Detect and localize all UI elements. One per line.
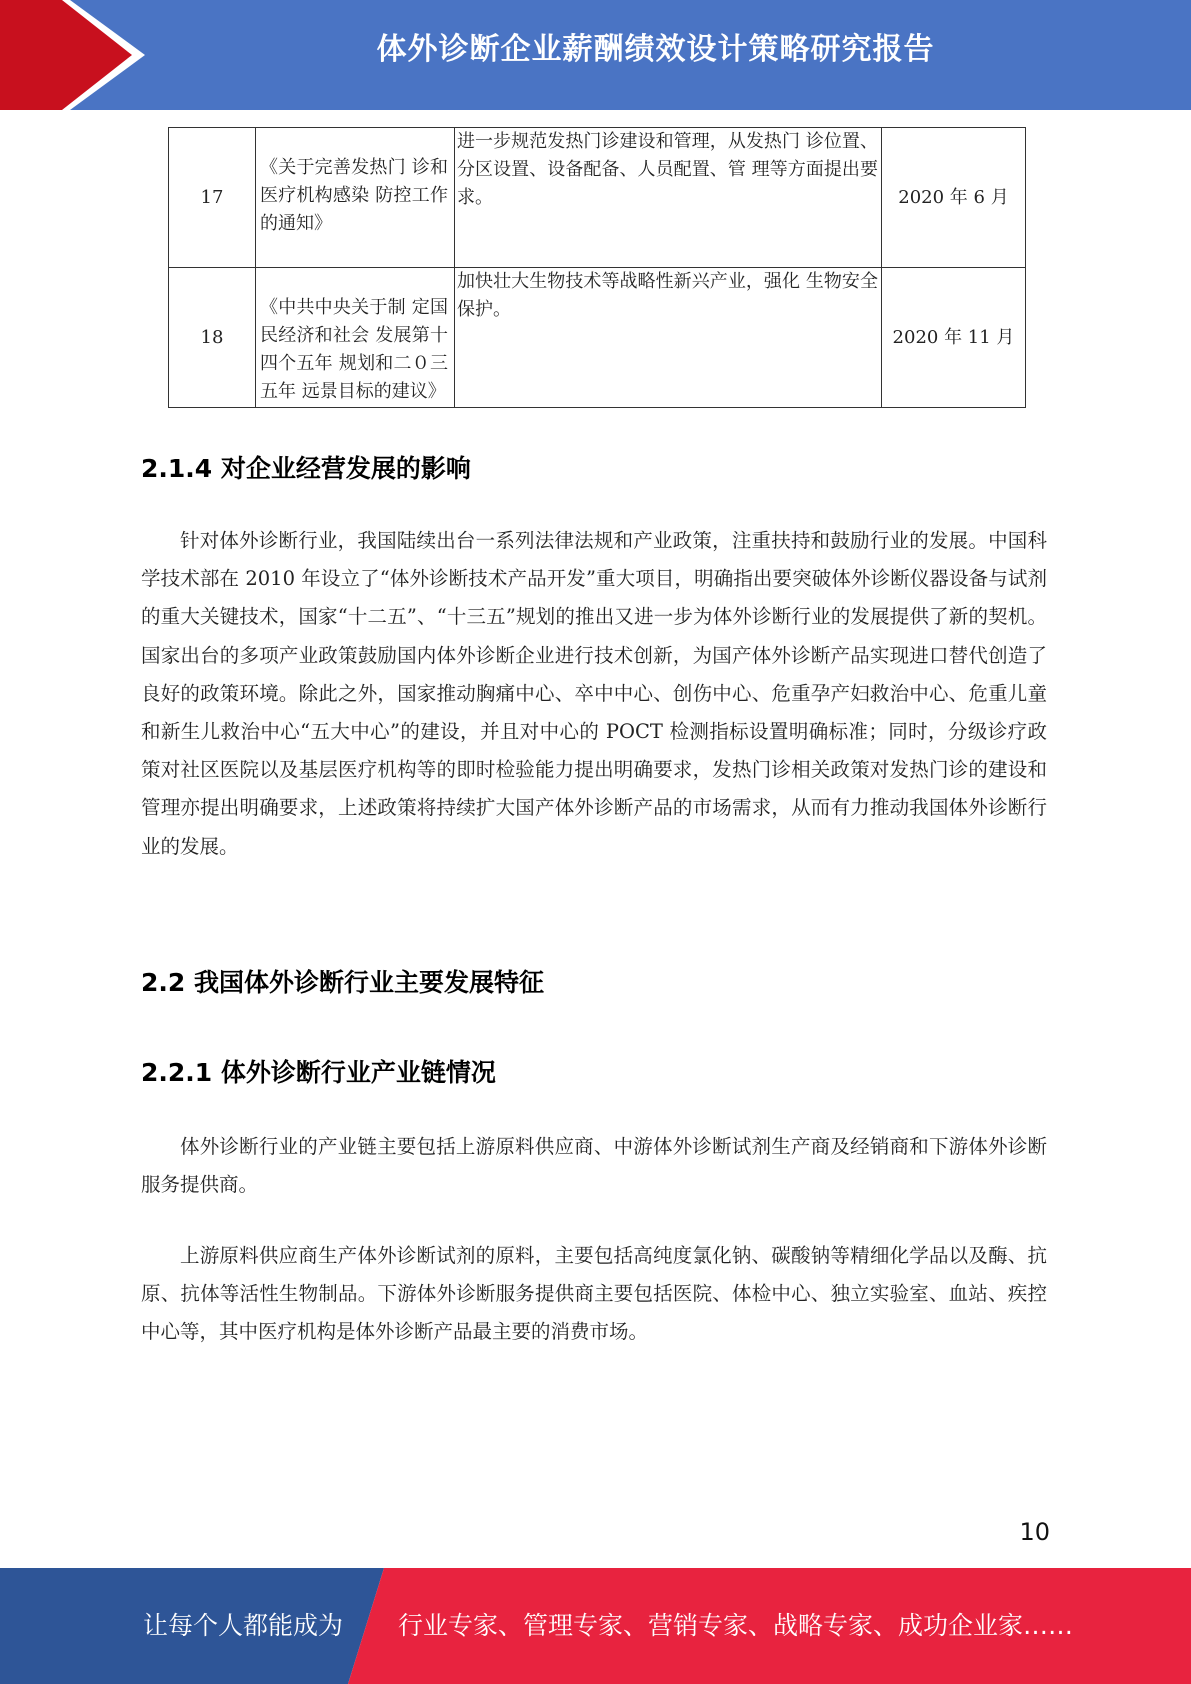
footer-slogan-left: 让每个人都能成为 [143, 1611, 344, 1640]
row-number: 18 [169, 268, 256, 408]
section-paragraph: 体外诊断行业的产业链主要包括上游原料供应商、中游体外诊断试剂生产商及经销商和下游体外诊断服务提供商。 [141, 1135, 1047, 1197]
policy-date: 2020 年 6 月 [882, 128, 1026, 268]
policy-description: 进一步规范发热门诊建设和管理，从发热门 诊位置、分区设置、设备配备、人员配置、管 理等方面提出要求。 [457, 131, 878, 208]
table-row [169, 268, 1026, 408]
policy-date: 2020 年 11 月 [882, 268, 1026, 408]
report-title: 体外诊断企业薪酬绩效设计策略研究报告 [376, 32, 935, 67]
section-heading-2-1-4: 2.1.4 对企业经营发展的影响 [141, 454, 471, 483]
table-row [169, 128, 1026, 268]
policy-name: 《关于完善发热门 诊和医疗机构感染 防控工作的通知》 [260, 157, 448, 234]
footer-slogan-right: 行业专家、管理专家、营销专家、战略专家、成功企业家…… [398, 1611, 1074, 1640]
policy-table [168, 127, 1026, 408]
policy-description: 加快壮大生物技术等战略性新兴产业，强化 生物安全保护。 [457, 271, 878, 320]
section-heading-2-2-1: 2.2.1 体外诊断行业产业链情况 [141, 1058, 496, 1087]
row-number: 17 [169, 128, 256, 268]
page-number: 10 [1019, 1518, 1050, 1546]
policy-name: 《中共中央关于制 定国民经济和社会 发展第十四个五年 规划和二０三五年 远景目标的建议》 [260, 297, 448, 402]
section-paragraph: 上游原料供应商生产体外诊断试剂的原料，主要包括高纯度氯化钠、碳酸钠等精细化学品以及酶、抗原、抗体等活性生物制品。下游体外诊断服务提供商主要包括医院、体检中心、独立实验室、血站、疾控中心等，其中医疗机构是体外诊断产品最主要的消费市场。 [141, 1244, 1047, 1344]
section-heading-2-2: 2.2 我国体外诊断行业主要发展特征 [141, 968, 544, 997]
page-footer [0, 1568, 1191, 1684]
page-header [0, 0, 1191, 110]
section-paragraph: 针对体外诊断行业，我国陆续出台一系列法律法规和产业政策，注重扶持和鼓励行业的发展。中国科学技术部在 2010 年设立了“体外诊断技术产品开发”重大项目，明确指出要突破体外诊断仪器设备与试剂的重大关键技术，国家“十二五”、“十三五”规划的推出又进一步为体外诊断行业的发展提供了新的契机。国家出台的多项产业政策鼓励国内体外诊断企业进行技术创新，为国产体外诊断产品实现进口替代创造了良好的政策环境。除此之外，国家推动胸痛中心、卒中中心、创伤中心、危重孕产妇救治中心、危重儿童和新生儿救治中心“五大中心”的建设，并且对中心的 POCT 检测指标设置明确标准；同时，分级诊疗政策对社区医院以及基层医疗机构等的即时检验能力提出明确要求，发热门诊相关政策对发热门诊的建设和管理亦提出明确要求，上述政策将持续扩大国产体外诊断产品的市场需求，从而有力推动我国体外诊断行业的发展。 [141, 529, 1047, 858]
